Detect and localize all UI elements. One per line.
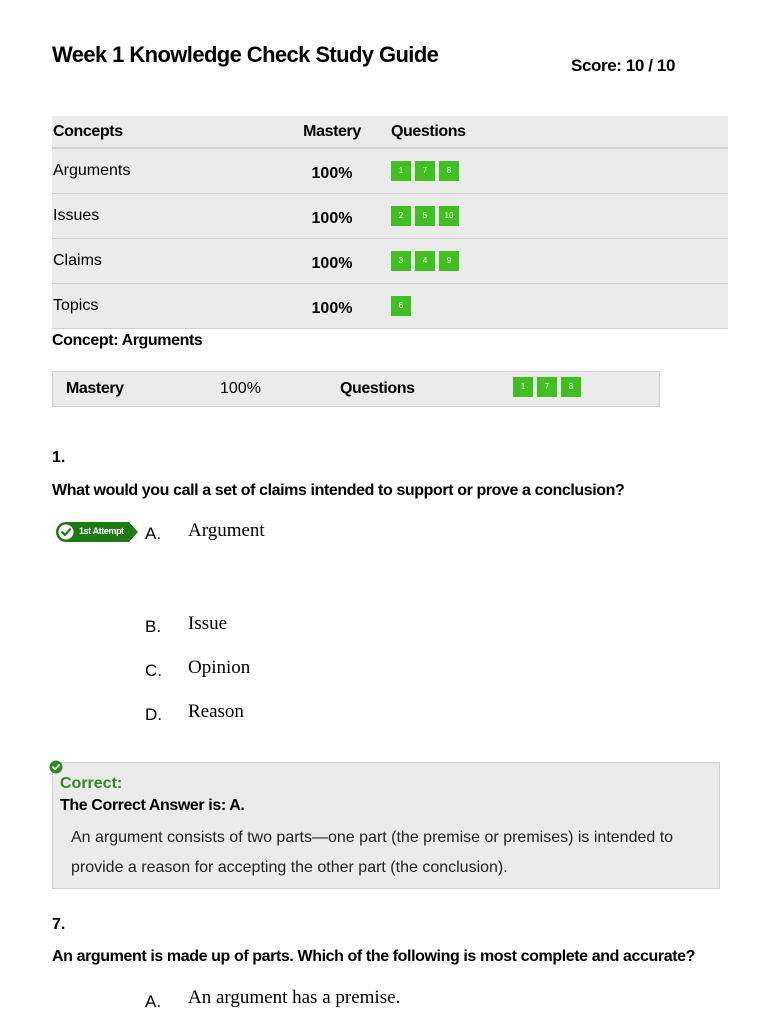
question-text: An argument is made up of parts. Which of the following is most complete and accurate? bbox=[52, 948, 696, 965]
concept-heading: Concept: Arguments bbox=[52, 332, 203, 349]
table-row bbox=[52, 284, 728, 329]
option-text: Opinion bbox=[188, 657, 251, 678]
question-link-box[interactable]: 4 bbox=[415, 251, 435, 271]
option-text: Reason bbox=[188, 701, 244, 722]
question-text: What would you call a set of claims intended to support or prove a conclusion? bbox=[52, 482, 625, 499]
table-row bbox=[52, 194, 728, 239]
summary-table bbox=[52, 116, 728, 329]
concept-cell: Claims bbox=[52, 239, 273, 284]
question-link-box[interactable]: 8 bbox=[561, 377, 581, 397]
concept-question-links bbox=[513, 377, 585, 397]
question-link-box[interactable]: 8 bbox=[439, 161, 459, 181]
table-row bbox=[52, 148, 728, 194]
mastery-cell: 100% bbox=[273, 194, 391, 239]
feedback-status: Correct: bbox=[60, 775, 123, 792]
correct-answer: The Correct Answer is: A. bbox=[60, 797, 245, 814]
question-link-box[interactable]: 3 bbox=[391, 251, 411, 271]
summary-header-row bbox=[52, 116, 728, 148]
concept-cell: Topics bbox=[52, 284, 273, 329]
question-link-box[interactable]: 2 bbox=[391, 206, 411, 226]
header-concepts: Concepts bbox=[52, 116, 273, 148]
concept-cell: Issues bbox=[52, 194, 273, 239]
questions-cell bbox=[391, 239, 728, 284]
questions-cell bbox=[391, 148, 728, 194]
question-link-box[interactable]: 1 bbox=[391, 161, 411, 181]
question-link-box[interactable]: 10 bbox=[439, 206, 459, 226]
option-text: Argument bbox=[188, 520, 265, 541]
attempt-badge bbox=[55, 521, 139, 543]
option-letter: A. bbox=[145, 992, 162, 1011]
header-questions: Questions bbox=[391, 116, 728, 148]
mastery-cell: 100% bbox=[273, 239, 391, 284]
question-link-box[interactable]: 5 bbox=[415, 206, 435, 226]
feedback-explanation: An argument consists of two parts—one part (the premise or premises) is intended to provide a reason for accepting the other part (the conclusion). bbox=[71, 829, 674, 876]
check-circle-icon bbox=[49, 760, 63, 774]
attempt-badge-label: 1st Attempt bbox=[79, 526, 124, 536]
question-number: 1. bbox=[52, 449, 66, 466]
option-letter: B. bbox=[145, 617, 162, 636]
feedback-panel bbox=[52, 762, 720, 889]
questions-cell bbox=[391, 284, 728, 329]
table-row bbox=[52, 239, 728, 284]
question-number: 7. bbox=[52, 916, 66, 933]
questions-cell bbox=[391, 194, 728, 239]
score-label: Score: 10 / 10 bbox=[571, 56, 676, 75]
question-link-box[interactable]: 7 bbox=[537, 377, 557, 397]
concept-cell: Arguments bbox=[52, 148, 273, 194]
option-text: Issue bbox=[188, 613, 228, 634]
option-text: An argument has a premise. bbox=[188, 987, 401, 1008]
option-letter: A. bbox=[145, 524, 162, 543]
option-letter: C. bbox=[145, 661, 162, 680]
questions-label: Questions bbox=[340, 380, 415, 397]
option-letter: D. bbox=[145, 705, 162, 724]
page-title: Week 1 Knowledge Check Study Guide bbox=[52, 42, 439, 67]
mastery-label: Mastery bbox=[66, 380, 124, 397]
question-link-box[interactable]: 6 bbox=[391, 296, 411, 316]
header-mastery: Mastery bbox=[273, 116, 391, 148]
question-link-box[interactable]: 7 bbox=[415, 161, 435, 181]
concept-mastery-bar bbox=[52, 371, 660, 407]
mastery-cell: 100% bbox=[273, 284, 391, 329]
mastery-cell: 100% bbox=[273, 148, 391, 194]
question-link-box[interactable]: 1 bbox=[513, 377, 533, 397]
question-link-box[interactable]: 9 bbox=[439, 251, 459, 271]
mastery-value: 100% bbox=[220, 380, 261, 397]
